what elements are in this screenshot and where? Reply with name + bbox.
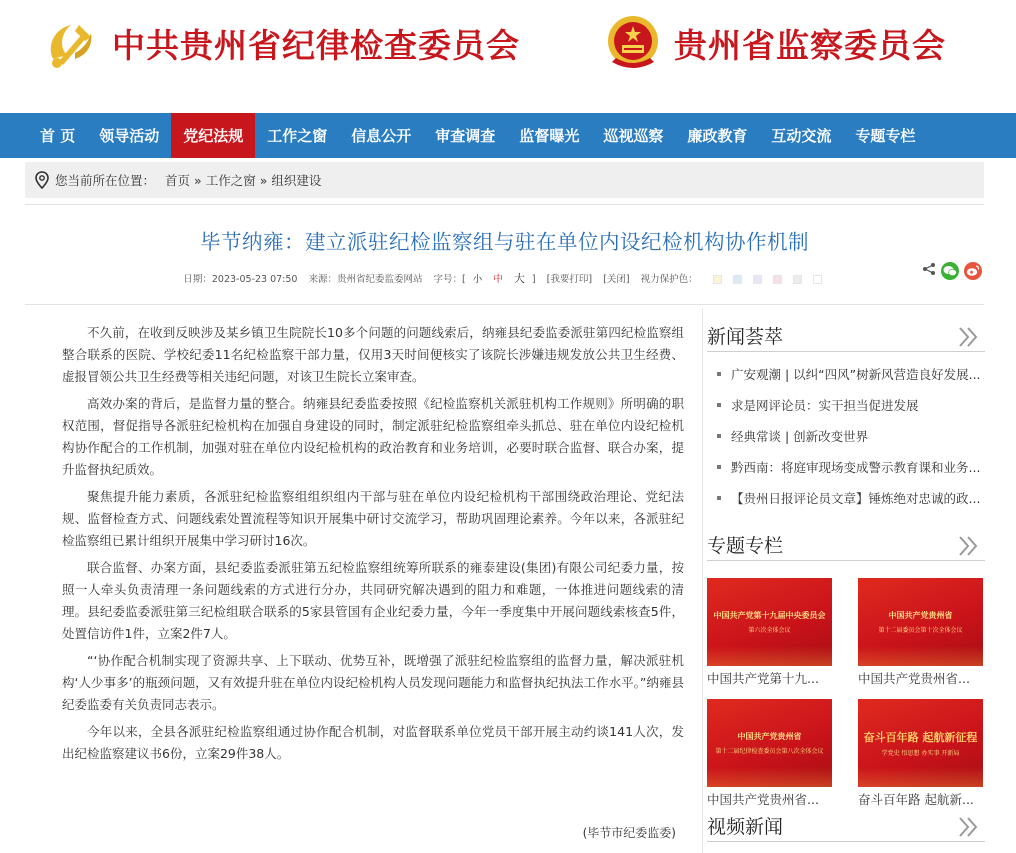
- font-size-control: 字号：[ 小 中 大 ]: [433, 272, 536, 285]
- topic-card[interactable]: [707, 578, 832, 687]
- nav-item-5[interactable]: 审查调查: [435, 127, 496, 145]
- news-item-title: 求是网评论员：实干担当促进发展: [731, 397, 919, 413]
- news-item-title: 经典常谈 | 创新改变世界: [731, 428, 869, 444]
- close-link[interactable]: [关闭]: [603, 274, 630, 285]
- topic-thumbnail-title: 中国共产党第十九届中央委员会: [713, 611, 826, 620]
- share-bar: [922, 261, 982, 280]
- font-small-button[interactable]: 小: [472, 274, 483, 285]
- news-section-title: 新闻荟萃: [707, 326, 784, 348]
- nav-item-1[interactable]: 领导活动: [99, 127, 160, 145]
- topic-grid: [707, 561, 985, 820]
- video-section-title: 视频新闻: [707, 816, 784, 838]
- breadcrumb-link[interactable]: 组织建设: [271, 173, 322, 188]
- sidebar: [707, 308, 985, 842]
- national-emblem-icon: [600, 10, 666, 76]
- article-paragraphs: [62, 322, 684, 765]
- nav-item-7[interactable]: 巡视巡察: [603, 127, 664, 145]
- eye-protect-swatch[interactable]: [713, 275, 722, 284]
- topic-caption[interactable]: 中国共产党第十九...: [707, 671, 819, 686]
- news-item-title: 黔西南：将庭审现场变成警示教育课和业务...: [731, 459, 981, 475]
- bullet-icon: [717, 465, 721, 469]
- nav-item-10[interactable]: 专题专栏: [855, 127, 916, 145]
- location-pin-icon: [35, 171, 49, 189]
- news-list: [707, 352, 985, 513]
- article-date: 日期：2023-05-23 07:50: [183, 274, 298, 285]
- topics-section-header: [707, 517, 985, 561]
- nav-item-2[interactable]: 党纪法规: [171, 113, 255, 158]
- news-list-item[interactable]: [707, 389, 985, 420]
- wechat-share-icon[interactable]: [941, 262, 959, 280]
- site-header: [0, 0, 1016, 113]
- topic-thumbnail-title: 中国共产党贵州省: [888, 611, 953, 620]
- eye-protect-swatch[interactable]: [733, 275, 742, 284]
- bullet-icon: [717, 496, 721, 500]
- print-link[interactable]: [我要打印]: [546, 274, 593, 285]
- topic-thumbnail[interactable]: [707, 699, 832, 787]
- topic-thumbnail[interactable]: [707, 578, 832, 666]
- thumbnail-decoration: [707, 646, 832, 666]
- double-chevron-right-icon[interactable]: [957, 816, 979, 842]
- thumbnail-decoration: [858, 646, 983, 666]
- article-title: 毕节纳雍：建立派驻纪检监察组与驻在单位内设纪检机构协作机制: [200, 230, 809, 254]
- bullet-icon: [717, 372, 721, 376]
- double-chevron-right-icon[interactable]: [957, 535, 979, 561]
- eye-protect-swatch[interactable]: [773, 275, 782, 284]
- breadcrumb-separator: »: [259, 173, 268, 188]
- news-item-title: 【贵州日报评论员文章】锤炼绝对忠诚的政...: [731, 490, 981, 506]
- font-large-button[interactable]: 大: [513, 272, 525, 285]
- news-section-header: [707, 308, 985, 352]
- eye-protect-swatch[interactable]: [753, 275, 762, 284]
- eye-protect-label: 视力保护色：: [640, 274, 698, 285]
- article-meta: [25, 270, 984, 286]
- breadcrumb-separator: »: [194, 173, 202, 188]
- bullet-icon: [717, 434, 721, 438]
- breadcrumb-label: 您当前所在位置：: [55, 173, 156, 188]
- org-name-right: 贵州省监察委员会: [674, 25, 946, 65]
- article-paragraph: 联合监督、办案方面，县纪委监委派驻第五纪检监察组统筹所联系的雍泰建设(集团)有限公司纪委力量，按照一人牵头负责清理一条问题线索的方式进行分办，共同研究解决遇到的阻力和难题，一体推进问题线索的清理。县纪委监委派驻第三纪检组联合联系的5家县管国有企业纪委力量，今年一季度集中开展问题线索核查5件，处置信访件1件，立案2件7人。: [62, 560, 684, 641]
- nav-item-0[interactable]: 首 页: [40, 127, 76, 145]
- topic-caption[interactable]: 中国共产党贵州省...: [858, 671, 970, 686]
- eye-protect-swatch[interactable]: [793, 275, 802, 284]
- news-list-item[interactable]: [707, 451, 985, 482]
- article-source-footer: (毕节市纪委监委): [582, 826, 676, 840]
- thumbnail-decoration: [707, 767, 832, 787]
- topic-caption[interactable]: 中国共产党贵州省...: [707, 792, 819, 807]
- bullet-icon: [717, 403, 721, 407]
- article-paragraph: 高效办案的背后，是监督力量的整合。纳雍县纪委监委按照《纪检监察机关派驻机构工作规则》所明确的职权范围，督促指导各派驻纪检机构在加强自身建设的同时，制定派驻纪检监察组牵头抓总、驻在单位内设纪检机构协作配合的工作机制，加强对驻在单位内设纪检机构的政治教育和业务培训，必要时联合监督、联合办案，提升监督执纪质效。: [62, 396, 684, 477]
- nav-item-8[interactable]: 廉政教育: [687, 127, 748, 145]
- main-nav: [0, 113, 1016, 158]
- article-paragraph: 今年以来，全县各派驻纪检监察组通过协作配合机制，对监督联系单位党员干部开展主动约谈141人次，发出纪检监察建议书6份，立案29件38人。: [62, 724, 684, 761]
- double-chevron-right-icon[interactable]: [957, 326, 979, 352]
- nav-item-4[interactable]: 信息公开: [351, 127, 412, 145]
- topics-section-title: 专题专栏: [707, 535, 784, 557]
- party-emblem-icon: [38, 10, 104, 76]
- article-source: 来源：贵州省纪委监委网站: [308, 274, 423, 285]
- article-paragraph: 不久前，在收到反映涉及某乡镇卫生院院长10多个问题的问题线索后，纳雍县纪委监委派驻第四纪检监察组整合联系的医院、学校纪委11名纪检监察干部力量，仅用3天时间便核实了该院长涉嫌违规发放公共卫生经费、虚报冒领公共卫生经费等相关违纪问题，对该卫生院长立案审查。: [62, 325, 684, 384]
- topic-caption[interactable]: 奋斗百年路 起航新...: [858, 792, 974, 807]
- topic-thumbnail[interactable]: [858, 699, 983, 787]
- breadcrumb-trail: [165, 171, 321, 189]
- nav-item-6[interactable]: 监督曝光: [519, 127, 580, 145]
- logo-left[interactable]: [38, 10, 520, 76]
- topic-thumbnail-subtitle: 第十二届委员会第十次全体会议: [878, 627, 963, 634]
- topic-thumbnail-title: 中国共产党贵州省: [737, 732, 802, 741]
- topic-thumbnail-subtitle: 第十二届纪律检查委员会第八次全体会议: [715, 748, 824, 755]
- topic-thumbnail[interactable]: [858, 578, 983, 666]
- thumbnail-decoration: [858, 767, 983, 787]
- eye-protect-swatch[interactable]: [813, 275, 822, 284]
- weibo-share-icon[interactable]: [964, 262, 982, 280]
- font-medium-button[interactable]: 中: [493, 274, 503, 285]
- topic-thumbnail-subtitle: 第六次全体会议: [748, 627, 791, 634]
- nav-item-9[interactable]: 互动交流: [771, 127, 832, 145]
- eye-protect-swatches: [709, 275, 826, 284]
- org-name-left: 中共贵州省纪律检查委员会: [112, 25, 520, 65]
- news-list-item[interactable]: [707, 482, 985, 513]
- nav-item-3[interactable]: 工作之窗: [267, 127, 328, 145]
- breadcrumb: [25, 162, 984, 198]
- article-body: [25, 308, 703, 853]
- video-section-header: [707, 798, 985, 842]
- article-paragraph: 聚焦提升能力素质，各派驻纪检监察组组织组内干部与驻在单位内设纪检机构干部围绕政治理论、党纪法规、监督检查方式、问题线索处置流程等知识开展集中研讨交流学习，帮助巩固理论素养。今年以来，各派驻纪检监察组已累计组织开展集中学习研讨16次。: [62, 489, 684, 548]
- logo-right[interactable]: [600, 10, 946, 76]
- article-paragraph: “‘协作配合机制实现了资源共享、上下联动、优势互补，既增强了派驻纪检监察组的监督力量，解决派驻机构‘人少事多’的瓶颈问题，又有效提升驻在单位内设纪检机构人员发现问题能力和监督执纪执法工作水平。”纳雍县纪委监委有关负责同志表示。: [62, 653, 684, 712]
- topic-thumbnail-subtitle: 学党史 悟思想 办实事 开新局: [881, 750, 960, 757]
- news-list-item[interactable]: [707, 358, 985, 389]
- topic-thumbnail-title: 奋斗百年路 起航新征程: [863, 731, 978, 744]
- topic-card[interactable]: [858, 578, 983, 687]
- news-list-item[interactable]: [707, 420, 985, 451]
- share-icon[interactable]: [922, 261, 936, 280]
- news-item-title: 广安观潮 | 以纠“四风”树新风营造良好发展...: [731, 366, 981, 382]
- topic-card[interactable]: [707, 699, 832, 808]
- topic-card[interactable]: [858, 699, 983, 808]
- breadcrumb-link[interactable]: 工作之窗: [205, 173, 256, 188]
- article-header: [25, 204, 984, 305]
- breadcrumb-link[interactable]: 首页: [165, 173, 191, 188]
